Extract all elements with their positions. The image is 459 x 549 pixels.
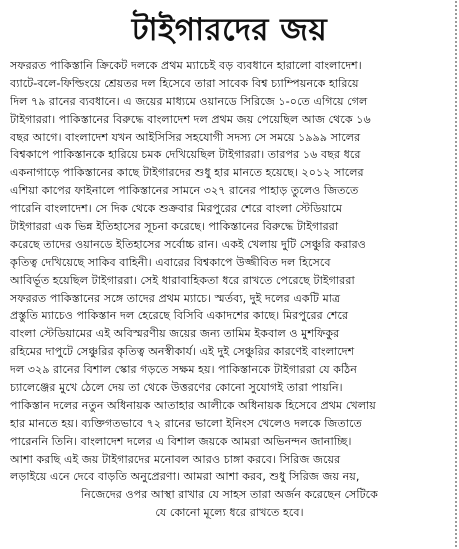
article-line: বিশ্বকাপে পাকিস্তানকে হারিয়ে চমক দেখিয়েছিল টাইগাররা। তারপর ১৬ বছর ধরে [10, 148, 361, 162]
article-line: হার মানতে হয়। ব্যক্তিগতভাবে ৭২ রানের ভালো ইনিংস খেলেও দলকে জিতাতে [10, 416, 362, 430]
article-line: আশা করছি এই জয় টাইগারদের মনোবল আরও চাঙ্গা করবে। সিরিজ জয়ের [10, 452, 341, 466]
article-line: টাইগাররা। পাকিস্তানের বিরুদ্ধে বাংলাদেশ দল প্রথম জয় পেয়েছিল আজ থেকে ১৬ [10, 112, 371, 126]
article-line: এশিয়া কাপের ফাইনালে পাকিস্তানের সামনে ৩২৭ রানের পাহাড় তুলেও জিততে [10, 184, 359, 198]
article-headline: টাইগারদের জয় [131, 12, 328, 48]
article-line: একনাগাড়ে পাকিস্তানের কাছে টাইগারদের শুধু হার মানতে হয়েছে। ২০১২ সালের [10, 166, 364, 180]
article-line: করেছে তাদের ওয়ানডে ইতিহাসের সর্বোচ্চ রান। একই খেলায় দুটি সেঞ্চুরি করারও [10, 237, 366, 251]
article-body [10, 57, 449, 522]
article-line: দল ৩২৯ রানের বিশাল স্কোর গড়তে সক্ষম হয়। পাকিস্তানকে টাইগাররা যে কঠিন [10, 363, 357, 377]
article-line: পারেনি বাংলাদেশ। সে দিক থেকে শুক্রবার মিরপুরের শেরে বাংলা স্টেডিয়ামে [10, 202, 343, 216]
article-line: কৃতিত্ব দেখিয়েছে সাকিব বাহিনী। এবারের বিশ্বকাপে উজ্জীবিত দল হিসেবে [10, 255, 331, 269]
page-edge-dots [455, 0, 457, 549]
article-line: বাংলা স্টেডিয়ামের এই অবিস্মরণীয় জয়ের জন্য তামিম ইকবাল ও মুশফিকুর [10, 327, 340, 341]
article-line: বছর আগে। বাংলাদেশ যখন আইসিসির সহযোগী সদস্য সে সময়ে ১৯৯৯ সালের [10, 130, 361, 144]
article-line: পাকিস্তান দলের নতুন অধিনায়ক আতাহার আলীকে অধিনায়ক হিসেবে প্রথম খেলায় [10, 398, 376, 412]
article-line: পারেননি তিনি। বাংলাদেশ দলের এ বিশাল জয়কে আমরা অভিনন্দন জানাচ্ছি। [10, 434, 352, 448]
article-line: আবির্ভূত হয়েছিল টাইগাররা। সেই ধারাবাহিকতা ধরে রাখতে পেরেছে টাইগাররা [10, 273, 355, 287]
article-line: ব্যাটে-বলে-ফিল্ডিংয়ে শ্রেয়তর দল হিসেবে তারা সাবেক বিশ্ব চ্যাম্পিয়নকে হারিয়ে [10, 76, 359, 90]
article-line: চ্যালেঞ্জের মুখে ঠেলে দেয় তা থেকে উত্তরণের কোনো সুযোগই তারা পায়নি। [10, 381, 343, 395]
article-line: যে কোনো মূল্যে ধরে রাখতে হবে। [155, 506, 304, 520]
article-line: সফররত পাকিস্তানের সঙ্গে তাদের প্রথম ম্যাচে। স্মর্তব্য, দুই দলের একটি মাত্র [10, 291, 341, 305]
article-line: প্রস্তুতি ম্যাচেও পাকিস্তান দল হেরেছে বিসিবি একাদশের কাছে। মিরপুরের শেরে [10, 309, 349, 323]
article-line: টাইগাররা এক ভিন্ন ইতিহাসের সূচনা করেছে। পাকিস্তানের বিরুদ্ধে টাইগাররা [10, 220, 339, 234]
article-line: দিল ৭৯ রানের ব্যবধানে। এ জয়ের মাধ্যমে ওয়ানডে সিরিজে ১-০তে এগিয়ে গেল [10, 94, 368, 108]
article-line: নিজেদের ওপর আস্থা রাখার যে সাহস তারা অর্জন করেছেন সেটিকে [80, 488, 378, 502]
article-line: সফররত পাকিস্তানি ক্রিকেট দলকে প্রথম ম্যাচেই বড় ব্যবধানে হারালো বাংলাদেশ। [10, 59, 362, 72]
article-line: রহিমের দাপুটে সেঞ্চুরির কৃতিত্ব অনস্বীকার্য। এই দুই সেঞ্চুরির কারণেই বাংলাদেশ [10, 345, 355, 359]
article-line: লড়াইয়ে এনে দেবে বাড়তি অনুপ্রেরণা। আমরা আশা করব, শুধু সিরিজ জয় নয়, [10, 470, 360, 484]
